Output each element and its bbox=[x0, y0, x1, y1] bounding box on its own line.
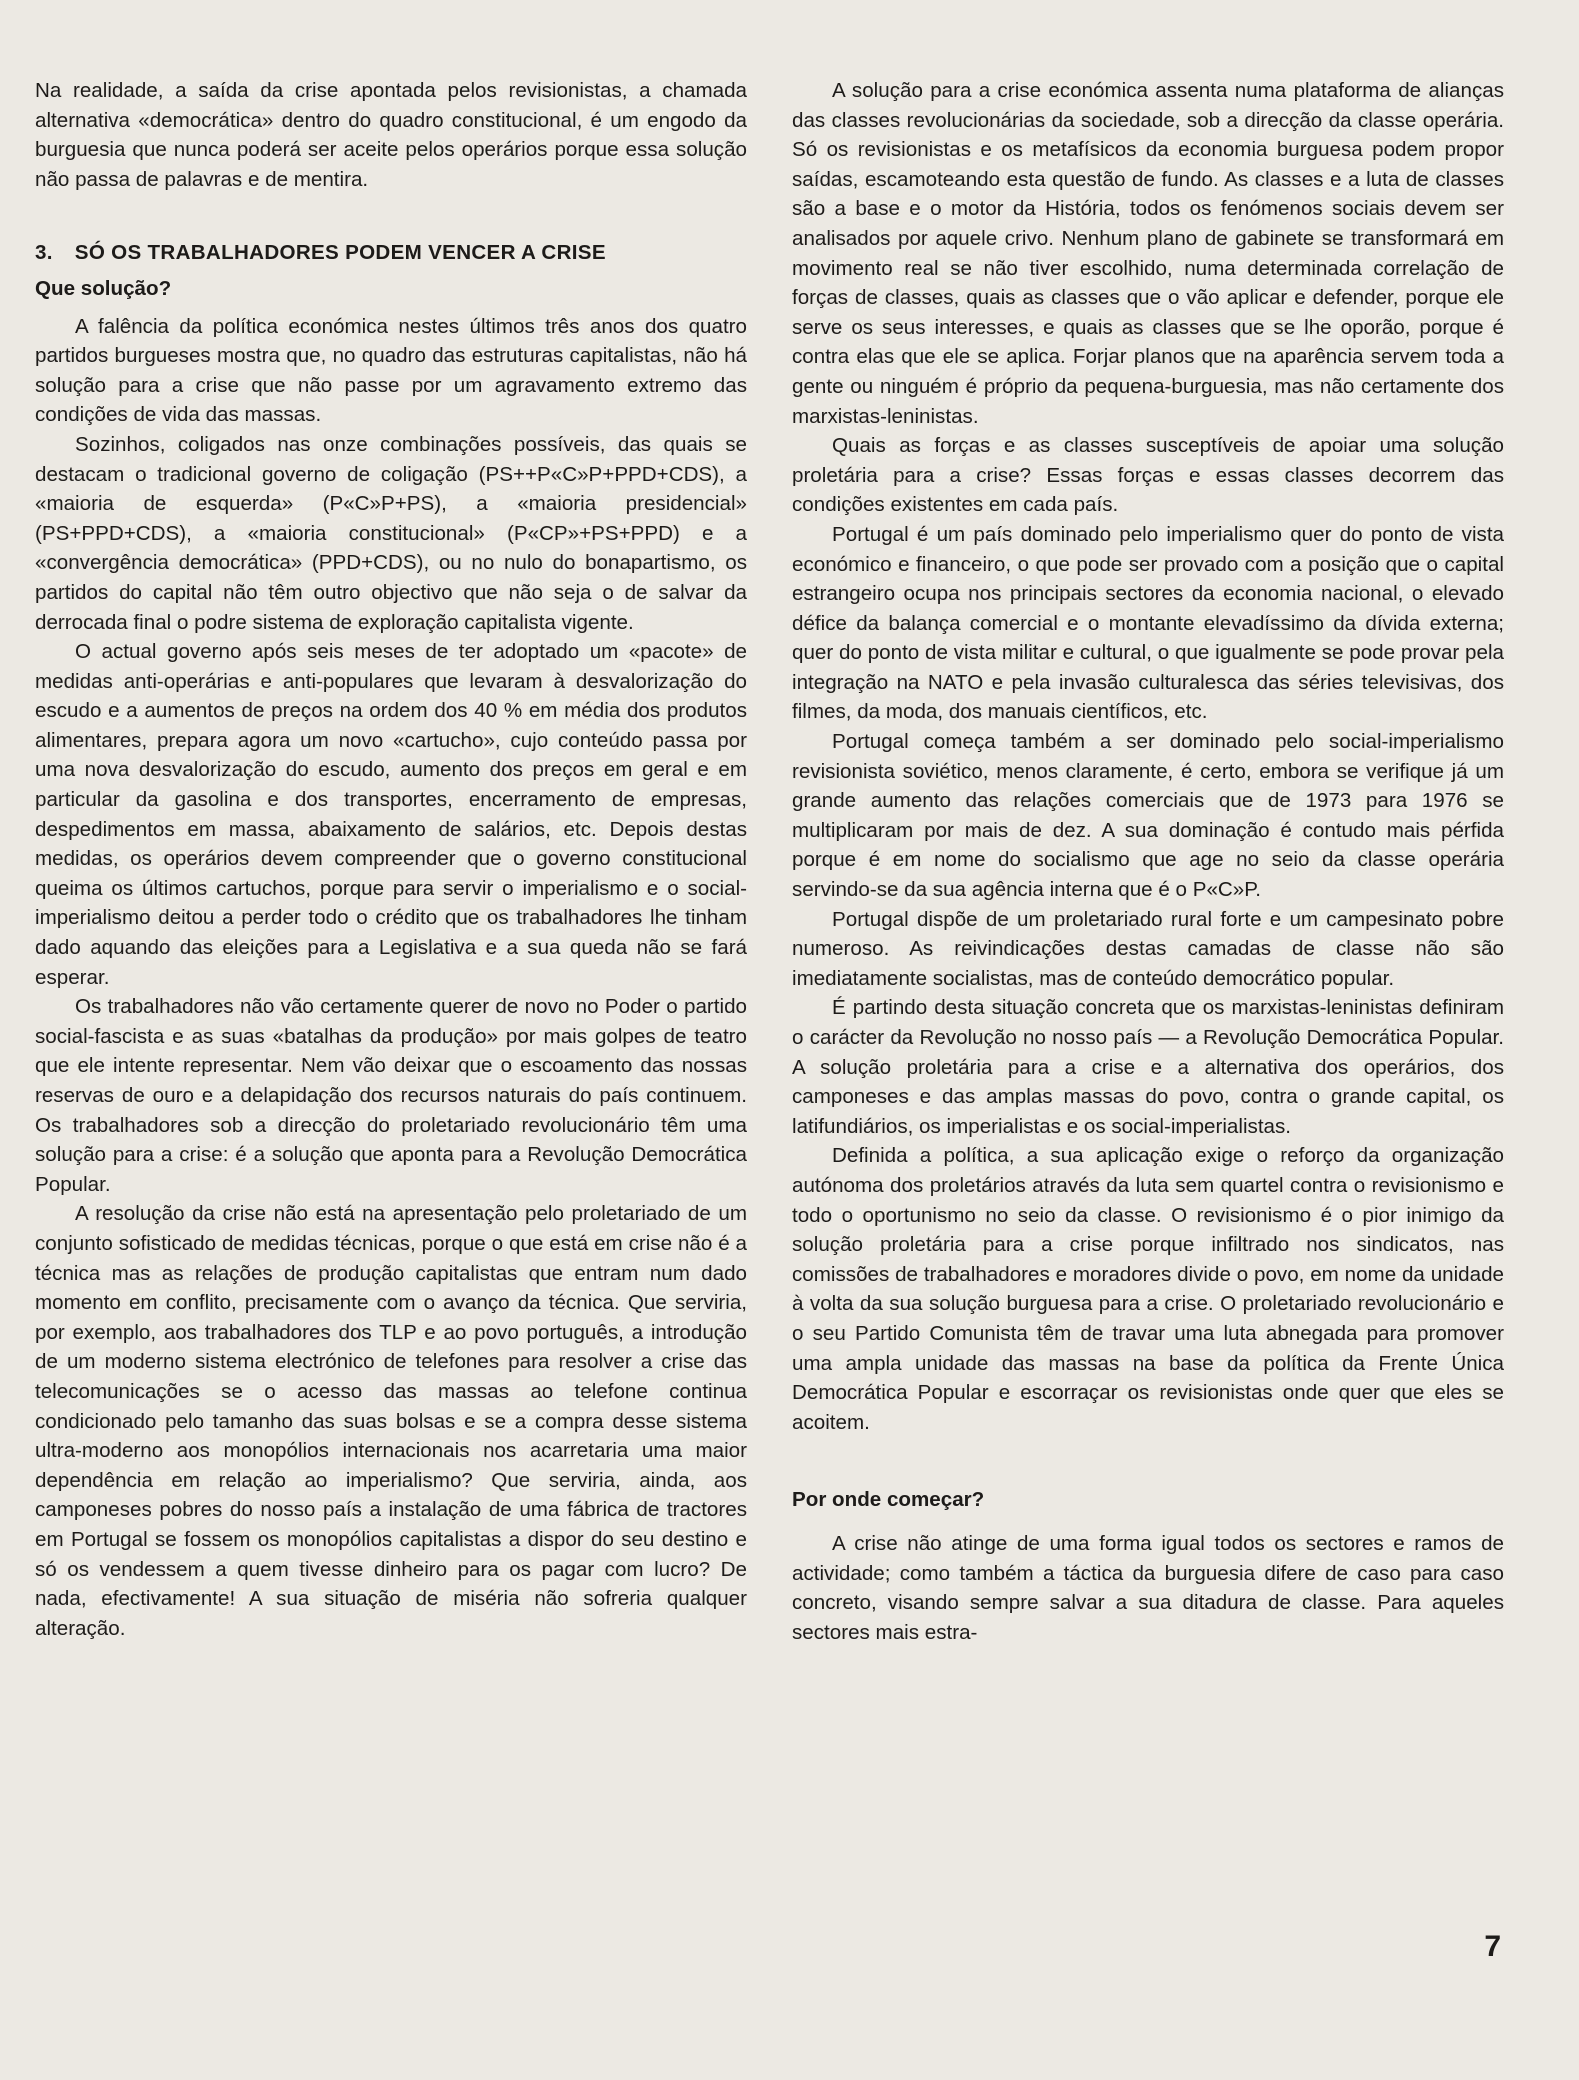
section-heading bbox=[35, 238, 747, 268]
paragraph: Portugal é um país dominado pelo imperialismo quer do ponto de vista económico e financeiro, o que pode ser provado com a posição que o capital estrangeiro ocupa nos principais sectores da economia nacional, o elevado défice da balança comercial e o montante elevadíssimo da dívida externa; quer do ponto de vista militar e cultural, o que igualmente se pode provar pela integração na NATO e pela invasão culturalesca das séries televisivas, dos filmes, da moda, dos manuais científicos, etc. bbox=[792, 522, 1504, 724]
left-column bbox=[35, 76, 747, 1643]
section-number: 3. bbox=[35, 241, 53, 265]
paragraph: O actual governo após seis meses de ter adoptado um «pacote» de medidas anti-operárias e anti-populares que levaram à desvalorização do escudo e a aumentos de preços na ordem dos 40 % em média dos produtos alimentares, prepara agora um novo «cartucho», cujo conteúdo passa por uma nova desvalorização do escudo, aumento dos preços em geral e em particular da gasolina e dos transportes, encerramento de empresas, despedimentos em massa, abaixamento de salários, etc. Depois destas medidas, os operários devem compreender que o governo constitucional queima os últimos cartuchos, porque para servir o imperialismo e o social-imperialismo deitou a perder todo o crédito que os trabalhadores lhe tinham dado aquando das eleições para a Legislativa e a sua queda não se fará esperar. bbox=[35, 640, 747, 989]
paragraph: A resolução da crise não está na apresentação pelo proletariado de um conjunto sofisticado de medidas técnicas, porque o que está em crise não é a técnica mas as relações de produção capitalistas que entram num dado momento em conflito, precisamente com o avanço da técnica. Que serviria, por exemplo, aos trabalhadores dos TLP e ao povo português, a introdução de um moderno sistema electrónico de telefones para resolver a crise das telecomunicações se o acesso das massas ao telefone continua condicionado pelo tamanho das suas bolsas e se a compra desse sistema ultra-moderno aos monopólios internacionais nos acarretaria uma maior dependência em relação ao imperialismo? Que serviria, ainda, aos camponeses pobres do nosso país a instalação de uma fábrica de tractores em Portugal se fossem os monopólios capitalistas a dispor do seu destino e só os vendessem a quem tivesse dinheiro para os pagar com lucro? De nada, efectivamente! A sua situação de miséria não sofreria qualquer alteração. bbox=[35, 1202, 747, 1640]
paragraph: A falência da política económica nestes últimos três anos dos quatro partidos burgueses mostra que, no quadro das estruturas capitalistas, não há solução para a crise que não passe por um agravamento extremo das condições de vida das massas. bbox=[35, 314, 747, 427]
final-paragraph: A crise não atinge de uma forma igual todos os sectores e ramos de actividade; como também a táctica da burguesia difere de caso para caso concreto, visando sempre salvar a sua ditadura de classe. Para aqueles sectores mais estra- bbox=[792, 1531, 1504, 1644]
subheading-por-onde-comecar: Por onde começar? bbox=[792, 1488, 985, 1512]
subheading-que-solucao: Que solução? bbox=[35, 276, 172, 300]
paragraph: É partindo desta situação concreta que os marxistas-leninistas definiram o carácter da Revolução no nosso país — a Revolução Democrática Popular. A solução proletária para a crise e a alternativa dos operários, dos camponeses e das amplas massas do povo, contra o grande capital, os latifundiários, os imperialistas e os social-imperialistas. bbox=[792, 996, 1504, 1138]
intro-paragraph: Na realidade, a saída da crise apontada pelos revisionistas, a chamada alternativa «democrática» dentro do quadro constitucional, é um engodo da burguesia que nunca poderá ser aceite pelos operários porque essa solução não passa de palavras e de mentira. bbox=[35, 79, 747, 191]
right-column bbox=[792, 76, 1504, 1647]
paragraph: Sozinhos, coligados nas onze combinações possíveis, das quais se destacam o tradicional governo de coligação (PS++P«C»P+PPD+CDS), a «maioria de esquerda» (P«C»P+PS), a «maioria presidencial» (PS+PPD+CDS), a «maioria constitucional» (P«CP»+PS+PPD) e a «convergência democrática» (PPD+CDS), ou no nulo do bonapartismo, os partidos do capital não têm outro objectivo que não seja o de salvar da derrocada final o podre sistema de exploração capitalista vigente. bbox=[35, 432, 747, 634]
paragraph: Definida a política, a sua aplicação exige o reforço da organização autónoma dos proletários através da luta sem quartel contra o revisionismo e todo o oportunismo no seio da classe. O revisionismo é o pior inimigo da solução proletária para a crise porque infiltrado nos sindicatos, nas comissões de trabalhadores e moradores divide o povo, em nome da unidade à volta da sua solução burguesa para a crise. O proletariado revolucionário e o seu Partido Comunista têm de travar uma luta abnegada para promover uma ampla unidade das massas na base da política da Frente Única Democrática Popular e escorraçar os revisionistas onde quer que eles se acoitem. bbox=[792, 1144, 1504, 1434]
page-number: 7 bbox=[1484, 1930, 1501, 1963]
paragraph: A solução para a crise económica assenta numa plataforma de alianças das classes revolucionárias da sociedade, sob a direcção da classe operária. Só os revisionistas e os metafísicos da economia burguesa podem propor saídas, escamoteando esta questão de fundo. As classes e a luta de classes são a base e o motor da História, todos os fenómenos sociais devem ser analisados por aquele crivo. Nenhum plano de gabinete se transformará em movimento real se não tiver escolhido, numa determinada correlação de forças de classes, quais as classes que o vão aplicar e defender, porque ele serve os seus interesses, e quais as classes que se lhe oporão, porque é contra elas que ele se aplica. Forjar planos que na aparência servem toda a gente ou ninguém é próprio da pequena-burguesia, mas não certamente dos marxistas-leninistas. bbox=[792, 79, 1504, 428]
paragraph: Portugal começa também a ser dominado pelo social-imperialismo revisionista soviético, menos claramente, é certo, embora se verifique já um grande aumento das relações comerciais que de 1973 para 1976 se multiplicaram por mais de dez. A sua dominação é contudo mais pérfida porque é em nome do socialismo que age no seio da classe operária servindo-se da sua agência interna que é o P«C»P. bbox=[792, 730, 1504, 902]
paragraph: Os trabalhadores não vão certamente querer de novo no Poder o partido social-fascista e as suas «batalhas da produção» por mais golpes de teatro que ele intente representar. Nem vão deixar que o escoamento das nossas reservas de ouro e a delapidação dos recursos naturais do país continuem. Os trabalhadores sob a direcção do proletariado revolucionário têm uma solução para a crise: é a solução que aponta para a Revolução Democrática Popular. bbox=[35, 995, 747, 1196]
paragraph: Quais as forças e as classes susceptíveis de apoiar uma solução proletária para a crise? Essas forças e essas classes decorrem das condições existentes em cada país. bbox=[792, 434, 1504, 517]
paragraph: Portugal dispõe de um proletariado rural forte e um campesinato pobre numeroso. As reivindicações destas camadas de classe não são imediatamente socialistas, mas de conteúdo democrático popular. bbox=[792, 907, 1504, 990]
section-title: SÓ OS TRABALHADORES PODEM VENCER A CRISE bbox=[74, 241, 606, 265]
